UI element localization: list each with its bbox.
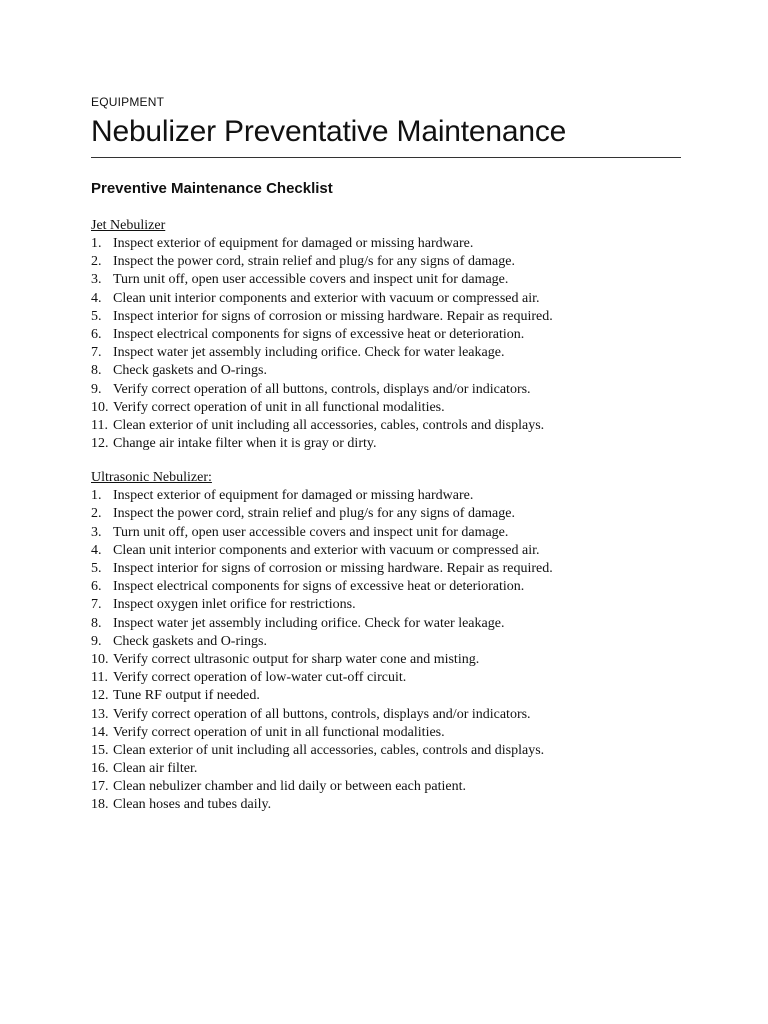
checklist (91, 235, 681, 453)
checklist-item (91, 633, 681, 651)
item-text: Inspect electrical components for signs of excessive heat or deterioration. (113, 326, 525, 342)
item-number: 4. (91, 542, 102, 558)
item-number: 3. (91, 272, 102, 288)
checklist-item (91, 578, 681, 596)
item-number: 11. (91, 670, 108, 686)
item-text: Check gaskets and O-rings. (113, 363, 267, 379)
item-text: Clean nebulizer chamber and lid daily or between each patient. (113, 779, 466, 795)
item-text: Check gaskets and O-rings. (113, 633, 267, 649)
page-title: Nebulizer Preventative Maintenance (91, 115, 567, 148)
item-text: Clean unit interior components and exterior with vacuum or compressed air. (113, 290, 540, 306)
checklist-item (91, 524, 681, 542)
checklist-item (91, 417, 681, 435)
item-number: 13. (91, 706, 109, 722)
item-text: Inspect water jet assembly including orifice. Check for water leakage. (113, 615, 505, 631)
checklist-item (91, 778, 681, 796)
item-number: 12. (91, 688, 109, 704)
item-number: 7. (91, 597, 102, 613)
item-text: Verify correct operation of all buttons, controls, displays and/or indicators. (113, 381, 531, 397)
item-number: 11. (91, 417, 108, 433)
item-text: Verify correct operation of unit in all functional modalities. (113, 399, 445, 415)
checklist-item (91, 235, 681, 253)
item-number: 10. (91, 399, 109, 415)
item-number: 15. (91, 742, 109, 758)
checklist-item (91, 651, 681, 669)
document-page (91, 94, 681, 815)
checklist-item (91, 669, 681, 687)
item-text: Inspect interior for signs of corrosion or missing hardware. Repair as required. (113, 561, 553, 576)
item-text: Inspect exterior of equipment for damaged or missing hardware. (113, 488, 474, 504)
item-number: 12. (91, 436, 109, 452)
item-text: Inspect exterior of equipment for damaged or missing hardware. (113, 236, 474, 251)
item-number: 6. (91, 326, 102, 342)
item-text: Inspect electrical components for signs of excessive heat or deterioration. (113, 579, 525, 595)
item-text: Clean hoses and tubes daily. (113, 797, 272, 813)
checklist-item (91, 760, 681, 778)
item-text: Turn unit off, open user accessible covers and inspect unit for damage. (113, 524, 509, 540)
item-number: 3. (91, 524, 102, 540)
item-number: 5. (91, 308, 102, 324)
item-text: Inspect water jet assembly including orifice. Check for water leakage. (113, 345, 505, 361)
item-text: Verify correct operation of low-water cut-off circuit. (113, 670, 407, 686)
item-number: 9. (91, 381, 102, 397)
item-number: 1. (91, 488, 102, 504)
checklist-item (91, 796, 681, 814)
item-number: 6. (91, 579, 102, 595)
item-number: 14. (91, 724, 109, 740)
checklist-item (91, 706, 681, 724)
item-text: Turn unit off, open user accessible covers and inspect unit for damage. (113, 272, 509, 288)
checklist-item (91, 742, 681, 760)
checklist-item (91, 326, 681, 344)
section-ultrasonic-nebulizer (91, 469, 681, 814)
item-number: 5. (91, 561, 102, 576)
section-heading: Jet Nebulizer (91, 218, 166, 233)
item-text: Inspect the power cord, strain relief and plug/s for any signs of damage. (113, 254, 515, 270)
checklist-item (91, 505, 681, 523)
checklist-item (91, 542, 681, 560)
checklist (91, 487, 681, 814)
checklist-item (91, 687, 681, 705)
checklist-item (91, 596, 681, 614)
item-text: Verify correct ultrasonic output for sharp water cone and misting. (113, 651, 480, 667)
item-number: 8. (91, 615, 102, 631)
section-jet-nebulizer (91, 217, 681, 453)
checklist-item (91, 381, 681, 399)
item-text: Clean exterior of unit including all accessories, cables, controls and displays. (113, 742, 545, 758)
checklist-item (91, 399, 681, 417)
item-text: Clean unit interior components and exterior with vacuum or compressed air. (113, 542, 540, 558)
checklist-item (91, 290, 681, 308)
checklist-item (91, 362, 681, 380)
item-text: Verify correct operation of unit in all functional modalities. (113, 724, 445, 740)
checklist-item (91, 271, 681, 289)
item-number: 2. (91, 506, 102, 522)
checklist-item (91, 435, 681, 453)
item-number: 4. (91, 290, 102, 306)
item-text: Inspect interior for signs of corrosion or missing hardware. Repair as required. (113, 308, 553, 324)
item-number: 10. (91, 651, 109, 667)
item-number: 8. (91, 363, 102, 379)
item-number: 18. (91, 797, 109, 813)
checklist-item (91, 724, 681, 742)
checklist-item (91, 487, 681, 505)
checklist-item (91, 344, 681, 362)
checklist-item (91, 615, 681, 633)
checklist-item (91, 560, 681, 578)
item-text: Clean exterior of unit including all accessories, cables, controls and displays. (113, 417, 545, 433)
item-number: 7. (91, 345, 102, 361)
checklist-title: Preventive Maintenance Checklist (91, 180, 333, 197)
item-text: Inspect the power cord, strain relief and plug/s for any signs of damage. (113, 506, 515, 522)
item-number: 9. (91, 633, 102, 649)
section-heading: Ultrasonic Nebulizer: (91, 470, 212, 486)
item-number: 2. (91, 254, 102, 270)
checklist-item (91, 308, 681, 326)
item-number: 1. (91, 236, 102, 251)
document-category: EQUIPMENT (91, 95, 165, 109)
item-number: 16. (91, 761, 109, 777)
item-text: Inspect oxygen inlet orifice for restrictions. (113, 597, 356, 613)
item-text: Verify correct operation of all buttons, controls, displays and/or indicators. (113, 706, 531, 722)
item-text: Tune RF output if needed. (113, 688, 260, 704)
item-text: Clean air filter. (113, 761, 198, 777)
item-text: Change air intake filter when it is gray or dirty. (113, 436, 377, 452)
item-number: 17. (91, 779, 109, 795)
checklist-item (91, 253, 681, 271)
title-divider (91, 157, 681, 158)
